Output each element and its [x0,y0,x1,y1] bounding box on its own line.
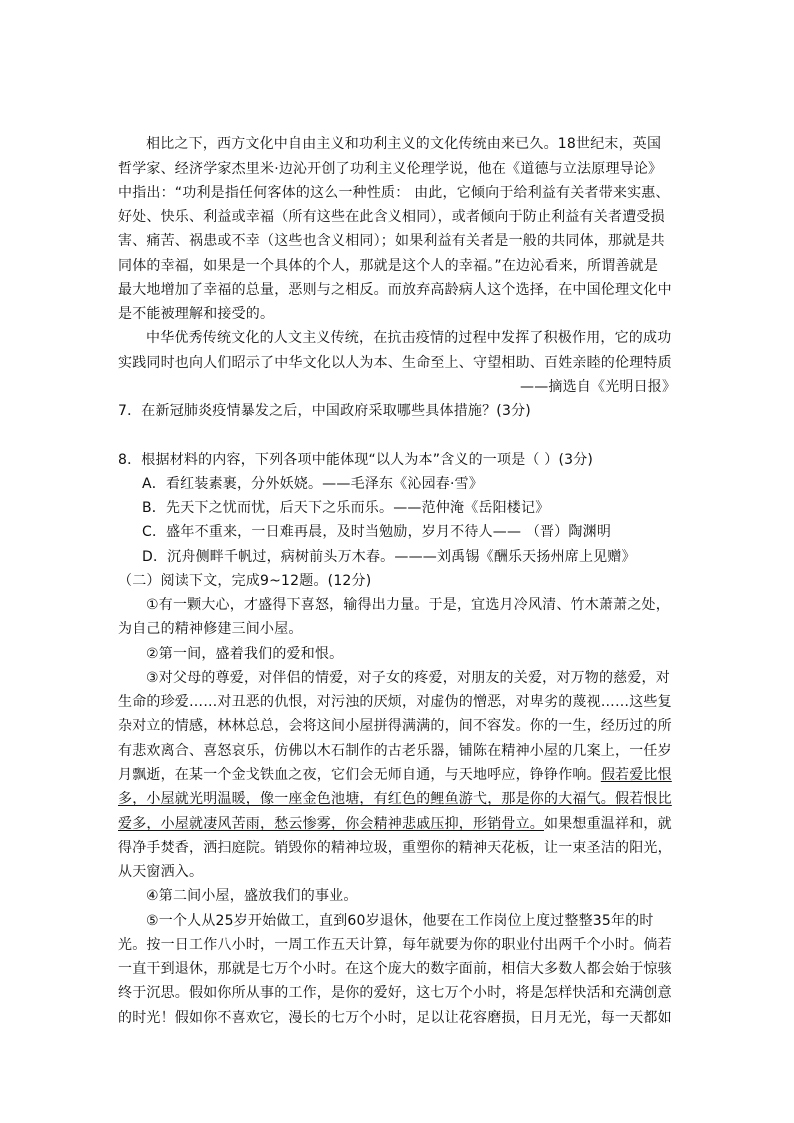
text-line: 中指出：“功利是指任何客体的这么一种性质： 由此，它倾向于给利益有关者带来实惠、 [118,185,670,201]
text-line: 相比之下，西方文化中自由主义和功利主义的文化传统由来已久。18世纪末，英国 [146,136,662,152]
text-line: 实践同时也向人们昭示了中华文化以人为本、生命至上、守望相助、百姓亲睦的伦理特质 [118,355,672,371]
underlined-text: 多，小屋就光明温暖，像一座金色池塘，有红色的鲤鱼游弋，那是你的大福气。假若恨比 [118,791,672,807]
text-line: ③对父母的尊爱，对伴侣的情爱，对子女的疼爱，对朋友的关爱，对万物的慈爱，对 [146,670,670,686]
section-heading: （二）阅读下文，完成9~12题。(12分) [118,573,372,589]
underlined-text: 假若爱比恨 [600,767,672,783]
text-line: 终于沉思。假如你所从事的工作，是你的爱好，这七万个小时，将是怎样快活和充满创意 [118,985,672,1001]
text-line: ②第一间，盛着我们的爱和恨。 [146,646,344,662]
text-line: ⑤一个人从25岁开始做工，直到60岁退休，他要在工作岗位上度过整整35年的时 [146,913,654,929]
text-line: ④第二间小屋，盛放我们的事业。 [146,888,358,904]
text-line: 最大地增加了幸福的总量，恶则与之相反。而放弃高龄病人这个选择，在中国伦理文化中 [118,282,672,298]
text-line [118,766,690,784]
text-line [118,790,690,808]
option-d: D．沉舟侧畔千帆过，病树前头万木春。———刘禹锡《酬乐天扬州席上见赠》 [142,549,636,565]
text-line: 一直干到退休，那就是七万个小时。在这个庞大的数字面前，相信大多数人都会始于惊骇 [118,961,672,977]
text-line: 中华优秀传统文化的人文主义传统，在抗击疫情的过程中发挥了积极作用，它的成功 [146,330,672,346]
text-line: 好处、快乐、利益或幸福（所有这些在此含义相同），或者倾向于防止利益有关者遭受损 [118,209,665,225]
plain-text: 月飘逝，在某一个金戈铁血之夜，它们会无师自通，与天地呼应，铮铮作响。 [118,767,601,783]
option-c: C．盛年不重来，一日难再晨，及时当勉励，岁月不待人—— （晋）陶渊明 [142,524,612,540]
text-line: 得净手焚香，洒扫庭院。销毁你的精神垃圾，重塑你的精神天花板，让一束圣洁的阳光， [118,840,672,856]
text-line [118,815,690,833]
text-line: 有悲欢离合、喜怒哀乐，仿佛以木石制作的古老乐器，铺陈在精神小屋的几案上，一任岁 [118,743,672,759]
text-line: 害、痛苦、祸患或不幸（这些也含义相同）；如果利益有关者是一般的共同体，那就是共 [118,233,665,249]
text-line: 生命的珍爱……对丑恶的仇恨，对污浊的厌烦，对虚伪的憎恶，对卑劣的蔑视……这些复 [118,694,672,710]
option-b: B．先天下之忧而忧，后天下之乐而乐。——范仲淹《岳阳楼记》 [142,500,550,516]
text-line: 杂对立的情感，林林总总，会将这间小屋拼得满满的，间不容发。你的一生，经历过的所 [118,718,672,734]
text-line: 的时光！假如你不喜欢它，漫长的七万个小时，足以让花容磨损，日月无光，每一天都如 [118,1010,672,1026]
text-line: ①有一颗大心，才盛得下喜怒，输得出力量。于是，宜选月冷风清、竹木萧萧之处， [146,597,670,613]
source-citation: ——摘选自《光明日报》 [520,379,677,395]
question-8-stem: 8．根据材料的内容，下列各项中能体现“以人为本”含义的一项是（ ）(3分) [118,452,594,468]
text-line: 同体的幸福，如果是一个具体的个人，那就是这个人的幸福。”在边沁看来，所谓善就是 [118,258,659,274]
text-line: 从天窗洒入。 [118,864,204,880]
question-7: 7．在新冠肺炎疫情暴发之后，中国政府采取哪些具体措施？(3分) [118,403,531,419]
underlined-text: 爱多，小屋就凄风苦雨，愁云惨雾，你会精神悲戚压抑，形销骨立。 [118,816,544,832]
text-line: 光。按一日工作八小时，一周工作五天计算，每年就要为你的职业付出两千个小时。倘若 [118,937,672,953]
text-line: 是不能被理解和接受的。 [118,306,275,322]
text-line: 为自己的精神修建三间小屋。 [118,621,303,637]
text-line: 哲学家、经济学家杰里米·边沁开创了功利主义伦理学说，他在《道德与立法原理导论》 [118,161,663,177]
option-a: A．看红装素裹，分外妖娆。——毛泽东《沁园春·雪》 [142,476,484,492]
plain-text: 如果想重温祥和，就 [544,816,672,832]
